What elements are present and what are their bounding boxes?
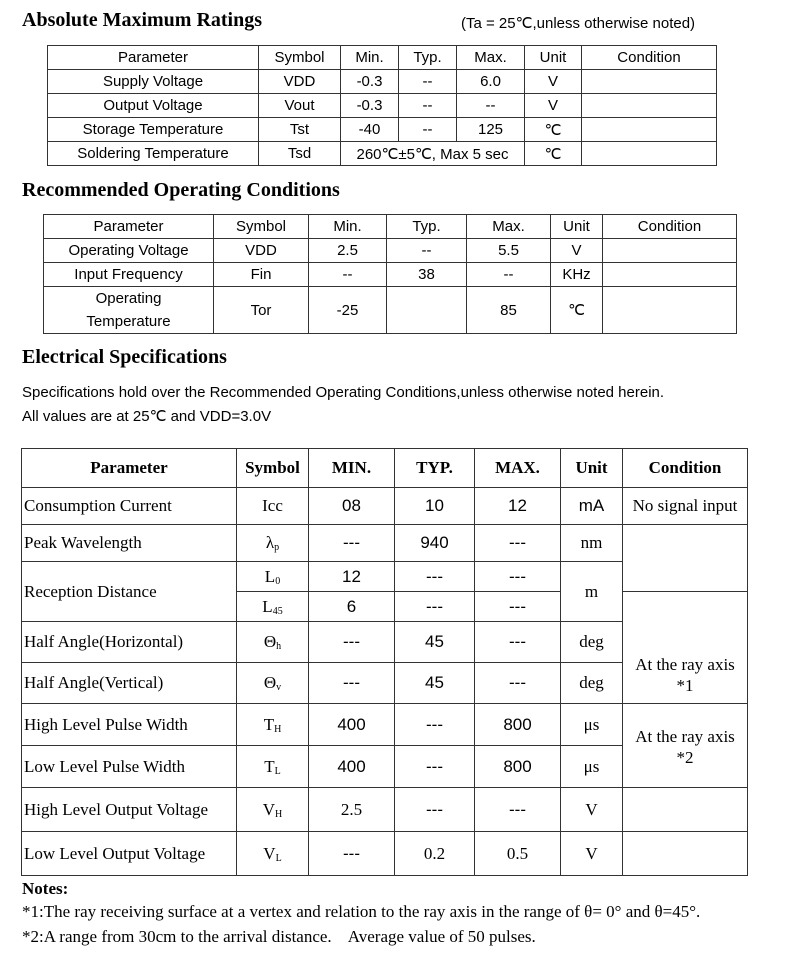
cell: Vout (259, 94, 341, 118)
cell: deg (561, 663, 623, 704)
cell: V (525, 94, 582, 118)
cell: 10 (395, 488, 475, 525)
cell: 400 (309, 746, 395, 788)
cell: -- (309, 263, 387, 287)
cell (237, 622, 309, 663)
cell: 800 (475, 746, 561, 788)
table-row (48, 70, 717, 94)
rec-title: Recommended Operating Conditions (22, 179, 340, 201)
cell: --- (475, 562, 561, 592)
cell: Low Level Output Voltage (22, 832, 237, 876)
symbol-sub: 45 (272, 605, 283, 617)
cell: 940 (395, 525, 475, 562)
condition-line: At the ray axis (635, 655, 735, 674)
cell: -- (399, 70, 457, 94)
col-header: Unit (551, 215, 603, 239)
cell: Half Angle(Vertical) (22, 663, 237, 704)
cell: -0.3 (341, 94, 399, 118)
cell: 5.5 (467, 239, 551, 263)
cell: Icc (237, 488, 309, 525)
cell: --- (475, 592, 561, 622)
cell: 0.5 (475, 832, 561, 876)
cell: --- (309, 663, 395, 704)
cell (237, 663, 309, 704)
cell (237, 704, 309, 746)
symbol-main: V (262, 799, 276, 819)
cell (603, 239, 737, 263)
elec-desc-2: All values are at 25℃ and VDD=3.0V (22, 408, 272, 425)
cell: mA (561, 488, 623, 525)
cell (582, 70, 717, 94)
cell: deg (561, 622, 623, 663)
cell: 800 (475, 704, 561, 746)
cell: V (525, 70, 582, 94)
cell: High Level Pulse Width (22, 704, 237, 746)
symbol-main: V (263, 843, 276, 863)
table-row (22, 488, 748, 525)
table-row (48, 94, 717, 118)
symbol-main: T (264, 756, 275, 776)
cell: Output Voltage (48, 94, 259, 118)
cell: 2.5 (309, 239, 387, 263)
symbol-main: Θ (263, 632, 277, 651)
cell (237, 788, 309, 832)
cell: VDD (259, 70, 341, 94)
cell: 45 (395, 622, 475, 663)
symbol-sub: p (274, 542, 280, 553)
cell: Input Frequency (44, 263, 214, 287)
col-header: Symbol (237, 449, 309, 488)
col-header: Typ. (399, 46, 457, 70)
cell (603, 263, 737, 287)
cell: Tsd (259, 142, 341, 166)
symbol-sub: h (276, 641, 282, 652)
cell: --- (309, 525, 395, 562)
col-header: Max. (457, 46, 525, 70)
cell: 0.2 (395, 832, 475, 876)
symbol-sub: L (275, 852, 282, 864)
symbol-sub: 0 (275, 575, 281, 587)
cell (237, 562, 309, 592)
cell: V (561, 788, 623, 832)
elec-table (21, 448, 748, 876)
cell: μs (561, 746, 623, 788)
cell (582, 94, 717, 118)
cell (44, 287, 214, 334)
symbol-sub: H (275, 808, 283, 820)
table-row (44, 239, 737, 263)
cell (387, 287, 467, 334)
cell: --- (395, 746, 475, 788)
cell: -- (467, 263, 551, 287)
cell: -- (399, 94, 457, 118)
cell: 6.0 (457, 70, 525, 94)
cell: VDD (214, 239, 309, 263)
elec-header-row (22, 449, 748, 488)
cell (237, 592, 309, 622)
cell: 260℃±5℃, Max 5 sec (341, 142, 525, 166)
cell: Tor (214, 287, 309, 334)
cell: -40 (341, 118, 399, 142)
cell: 38 (387, 263, 467, 287)
cell: Consumption Current (22, 488, 237, 525)
cell: ℃ (551, 287, 603, 334)
cell: nm (561, 525, 623, 562)
symbol-main: T (263, 714, 275, 734)
abs-title: Absolute Maximum Ratings (22, 9, 263, 31)
cell (623, 592, 748, 704)
cell: -0.3 (341, 70, 399, 94)
symbol-main: Θ (263, 673, 277, 692)
cell: 400 (309, 704, 395, 746)
symbol-main: λ (265, 533, 275, 552)
condition-line: *2 (676, 748, 694, 767)
col-header: TYP. (395, 449, 475, 488)
rec-table (43, 214, 737, 334)
cell: 12 (475, 488, 561, 525)
table-row (22, 525, 748, 562)
cell: Reception Distance (22, 562, 237, 622)
cell: KHz (551, 263, 603, 287)
table-row (44, 287, 737, 334)
cell: --- (395, 704, 475, 746)
table-row (48, 142, 717, 166)
col-header: Min. (309, 215, 387, 239)
cell: μs (561, 704, 623, 746)
cell: --- (309, 622, 395, 663)
cell: --- (475, 663, 561, 704)
col-header: Typ. (387, 215, 467, 239)
cell: Operating Voltage (44, 239, 214, 263)
cell: 6 (309, 592, 395, 622)
abs-table (47, 45, 717, 166)
table-row (22, 788, 748, 832)
cell: -- (399, 118, 457, 142)
note-2: *2:A range from 30cm to the arrival distance. Average value of 50 pulses. (22, 927, 536, 946)
cell: 12 (309, 562, 395, 592)
table-row (22, 704, 748, 746)
col-header: Symbol (259, 46, 341, 70)
cell: m (561, 562, 623, 622)
cell: --- (475, 788, 561, 832)
cell: Fin (214, 263, 309, 287)
table-row (44, 263, 737, 287)
col-header: Unit (561, 449, 623, 488)
cell (582, 142, 717, 166)
symbol-main: L (264, 566, 276, 586)
cell (623, 525, 748, 592)
cell (623, 704, 748, 788)
cell: -- (387, 239, 467, 263)
condition-line: At the ray axis (635, 727, 735, 746)
col-header: Unit (525, 46, 582, 70)
cell: --- (475, 622, 561, 663)
col-header: MIN. (309, 449, 395, 488)
cell: ℃ (525, 118, 582, 142)
symbol-sub: v (276, 682, 282, 693)
cell: -25 (309, 287, 387, 334)
cell (237, 746, 309, 788)
cell: Low Level Pulse Width (22, 746, 237, 788)
cell: Storage Temperature (48, 118, 259, 142)
table-row (48, 118, 717, 142)
symbol-sub: L (274, 765, 281, 777)
symbol-sub: H (274, 723, 282, 735)
elec-desc-1: Specifications hold over the Recommended Operating Conditions,unless otherwise noted herein. (22, 384, 665, 401)
cell: Peak Wavelength (22, 525, 237, 562)
cell: 2.5 (309, 788, 395, 832)
col-header: Parameter (44, 215, 214, 239)
cell: ℃ (525, 142, 582, 166)
note-1: *1:The ray receiving surface at a vertex and relation to the ray axis in the range of θ= 0° and θ=45°. (22, 902, 701, 921)
col-header: MAX. (475, 449, 561, 488)
condition-line: *1 (676, 676, 694, 695)
col-header: Symbol (214, 215, 309, 239)
cell: --- (395, 788, 475, 832)
col-header: Condition (582, 46, 717, 70)
cell: Half Angle(Horizontal) (22, 622, 237, 663)
cell: --- (395, 562, 475, 592)
col-header: Condition (603, 215, 737, 239)
cell: --- (475, 525, 561, 562)
notes-title: Notes: (22, 879, 69, 898)
cell: No signal input (623, 488, 748, 525)
param-line: Operating (95, 290, 162, 307)
col-header: Condition (623, 449, 748, 488)
cell: Supply Voltage (48, 70, 259, 94)
cell: 45 (395, 663, 475, 704)
symbol-main: L (262, 596, 273, 616)
table-row (22, 832, 748, 876)
col-header: Max. (467, 215, 551, 239)
col-header: Parameter (22, 449, 237, 488)
cell (237, 525, 309, 562)
cell (603, 287, 737, 334)
cell: Soldering Temperature (48, 142, 259, 166)
cell: 85 (467, 287, 551, 334)
abs-header-row (48, 46, 717, 70)
cell: V (551, 239, 603, 263)
cell (623, 832, 748, 876)
abs-note: (Ta = 25℃,unless otherwise noted) (461, 15, 696, 32)
cell: 125 (457, 118, 525, 142)
cell: -- (457, 94, 525, 118)
col-header: Min. (341, 46, 399, 70)
cell: High Level Output Voltage (22, 788, 237, 832)
cell (582, 118, 717, 142)
rec-header-row (44, 215, 737, 239)
param-line: Temperature (86, 313, 171, 330)
cell (623, 788, 748, 832)
cell: --- (395, 592, 475, 622)
col-header: Parameter (48, 46, 259, 70)
cell: Tst (259, 118, 341, 142)
cell: V (561, 832, 623, 876)
cell: 08 (309, 488, 395, 525)
cell: --- (309, 832, 395, 876)
cell (237, 832, 309, 876)
elec-title: Electrical Specifications (22, 346, 227, 368)
